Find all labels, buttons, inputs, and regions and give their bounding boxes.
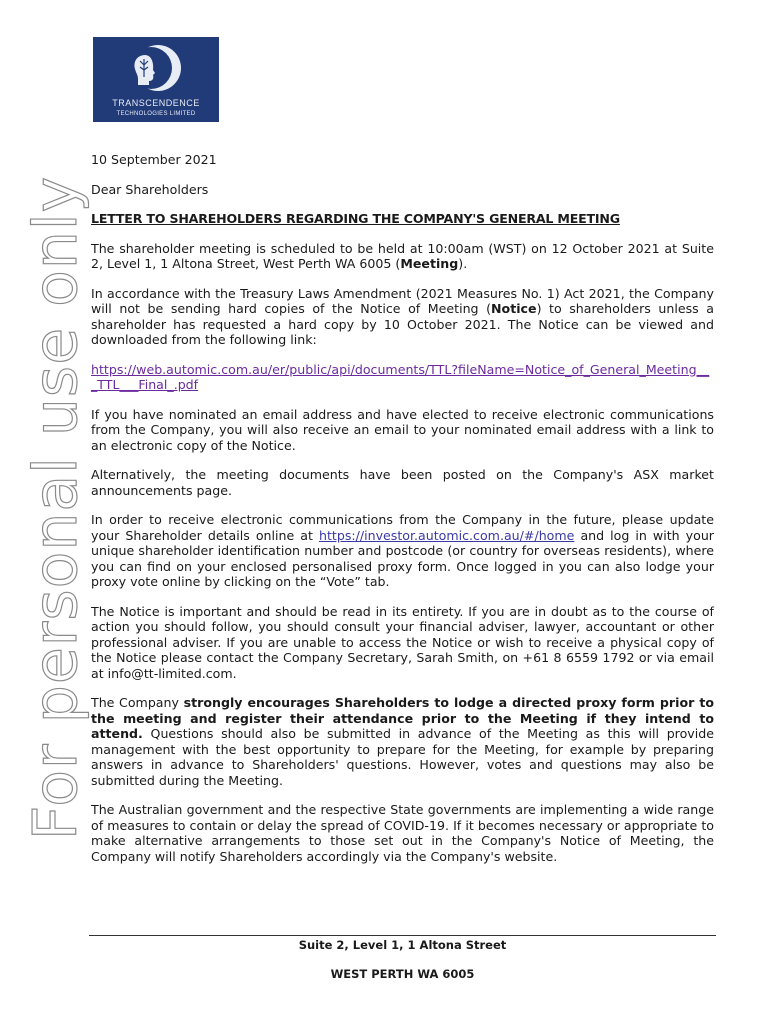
logo-emblem-icon <box>93 37 219 122</box>
paragraph-update-details: In order to receive electronic communications from the Company in the future, please update your Shareholder details online at https://investor.automic.com.au/#/home and log in with your unique shareholder identification number and postcode (or country for overseas residents), where you can find on your enclosed personalised proxy form. Once logged in you can also lodge your proxy vote online by clicking on the “Vote” tab. <box>91 512 714 589</box>
footer-address-line1: Suite 2, Level 1, 1 Altona Street <box>298 938 507 952</box>
paragraph-meeting-details: The shareholder meeting is scheduled to be held at 10:00am (WST) on 12 October 2021 at Suite 2, Level 1, 1 Altona Street, West Perth WA 6005 (Meeting). <box>91 240 714 271</box>
paragraph-asx-announcements: Alternatively, the meeting documents have been posted on the Company's ASX market announcements page. <box>91 467 714 498</box>
investor-portal-link[interactable]: https://investor.automic.com.au/#/home <box>318 527 575 543</box>
paragraph-notice-link <box>91 362 714 393</box>
paragraph-electronic-communications: If you have nominated an email address and have elected to receive electronic communications from the Company, you will also receive an email to your nominated email address with a link to an electronic copy of the Notice. <box>91 406 714 453</box>
letter-date: 10 September 2021 <box>91 152 217 167</box>
svg-text:TECHNOLOGIES LIMITED: TECHNOLOGIES LIMITED <box>116 111 196 117</box>
paragraph-covid: The Australian government and the respective State governments are implementing a wide range of measures to contain or delay the spread of COVID-19. If it becomes necessary or appropriate to make alternative arrangements to those set out in the Company's Notice of Meeting, the Company will notify Shareholders accordingly via the Company's website. <box>91 802 714 864</box>
letter-body <box>91 152 714 878</box>
notice-download-link[interactable]: https://web.automic.com.au/er/public/api/documents/TTL?fileName=Notice_of_General_Meeting___TTL___Final_.pdf <box>91 361 710 392</box>
personal-use-watermark: For personal use only <box>21 175 91 841</box>
paragraph-proxy-encouragement: The Company strongly encourages Shareholders to lodge a directed proxy form prior to the meeting and register their attendance prior to the Meeting if they intend to attend. Questions should also be submitted in advance of the Meeting as this will provide management with the best opportunity to prepare for the Meeting, for example by preparing answers in advance to Shareholders' questions. However, votes and questions may also be submitted during the Meeting. <box>91 695 714 788</box>
company-logo <box>93 37 219 122</box>
paragraph-notice-important: The Notice is important and should be read in its entirety. If you are in doubt as to the course of action you should follow, you should consult your financial adviser, lawyer, accountant or other professional adviser. If you are unable to access the Notice or wish to receive a physical copy of the Notice please contact the Company Secretary, Sarah Smith, on +61 8 6559 1792 or via email at info@tt-limited.com. <box>91 603 714 681</box>
salutation: Dear Shareholders <box>91 181 209 197</box>
paragraph-notice: In accordance with the Treasury Laws Amendment (2021 Measures No. 1) Act 2021, the Company will not be sending hard copies of the Notice of Meeting (Notice) to shareholders unless a shareholder has requested a hard copy by 10 October 2021. The Notice can be viewed and downloaded from the following link: <box>91 285 714 347</box>
footer-address-line2: WEST PERTH WA 6005 <box>330 967 475 981</box>
letter-heading: LETTER TO SHAREHOLDERS REGARDING THE COMPANY'S GENERAL MEETING <box>91 211 620 226</box>
footer-divider <box>89 935 716 936</box>
svg-text:TRANSCENDENCE: TRANSCENDENCE <box>112 98 200 108</box>
